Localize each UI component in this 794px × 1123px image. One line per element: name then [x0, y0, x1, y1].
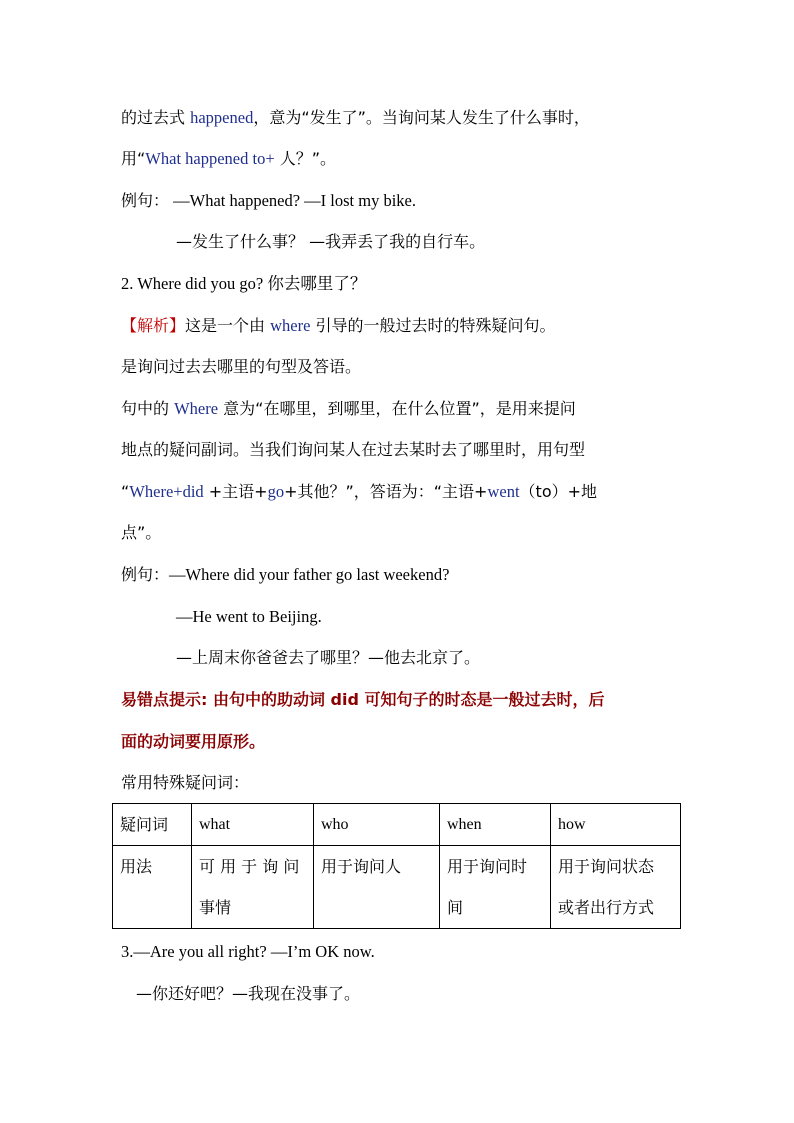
- keyword-happened: happened: [190, 108, 254, 127]
- pattern-what-happened: What happened to+: [145, 149, 275, 168]
- table-cell: [440, 846, 551, 929]
- para1-line2: [121, 148, 336, 170]
- item3-zh: —你还好吧？—我现在没事了。: [136, 984, 361, 1003]
- keyword-go: go: [267, 482, 285, 501]
- text: （to）+地: [519, 482, 598, 501]
- example2-q: —Where did your father go last weekend?: [169, 565, 450, 584]
- table-cell: [192, 846, 314, 929]
- example-label: 例句：: [121, 191, 170, 210]
- cell-line: 事情: [199, 898, 232, 917]
- table-header-cell: when: [440, 804, 551, 846]
- example-label: 例句：: [121, 565, 170, 584]
- tip-line1: 易错点提示: 由句中的助动词 did 可知句子的时态是一般过去时，后: [121, 690, 605, 709]
- text: 这是一个由: [185, 316, 271, 335]
- analysis-bracket: 【解析】: [121, 316, 186, 335]
- item2-analysis-line2: 是询问过去去哪里的句型及答语。: [121, 357, 362, 376]
- keyword-where: where: [270, 316, 311, 335]
- item2-analysis-line3: [121, 398, 576, 420]
- keyword-went: went: [487, 482, 520, 501]
- text: 人？”。: [274, 149, 337, 168]
- example2-line: [121, 564, 449, 586]
- text: 的过去式: [121, 108, 191, 127]
- cell-line: 用于询问时: [447, 857, 528, 876]
- table-header-cell: how: [551, 804, 681, 846]
- example2-zh: —上周末你爸爸去了哪里？—他去北京了。: [176, 648, 481, 667]
- text: “: [121, 482, 130, 501]
- cell-line: 用于询问状态: [558, 857, 655, 876]
- item2-analysis-line4: 地点的疑问副词。当我们询问某人在过去某时去了哪里时，用句型: [121, 440, 586, 459]
- text: 用“: [121, 149, 146, 168]
- item3-en: 3.—Are you all right? —I’m OK now.: [121, 942, 375, 961]
- table-header-row: [113, 804, 681, 846]
- pattern-where-did: Where+did: [129, 482, 204, 501]
- table-usage-label: 用法: [113, 846, 192, 929]
- example1-line: [121, 190, 416, 212]
- example1-en: —What happened? —I lost my bike.: [169, 191, 416, 210]
- text: 引导的一般过去时的特殊疑问句。: [310, 316, 556, 335]
- cell-line: 或者出行方式: [558, 898, 655, 917]
- cell-line: 间: [447, 898, 464, 917]
- text: 意为“在哪里，到哪里，在什么位置”，是用来提问: [218, 399, 576, 418]
- table-usage-row: [113, 846, 681, 929]
- example1-zh: —发生了什么事？ —我弄丢了我的自行车。: [176, 232, 486, 251]
- item2-heading: [121, 273, 366, 295]
- table-header-cell: what: [192, 804, 314, 846]
- text: 句中的: [121, 399, 175, 418]
- text: +其他？”，答语为：“主语+: [284, 482, 488, 501]
- table-cell: [314, 846, 440, 929]
- cell-line: 用于询问人: [321, 857, 402, 876]
- example2-a: —He went to Beijing.: [176, 607, 322, 626]
- tip-line2: 面的动词要用原形。: [121, 732, 266, 751]
- cell-line: 可 用 于 询 问: [199, 857, 300, 876]
- text: +主语+: [203, 482, 268, 501]
- item2-analysis-line1: [121, 315, 556, 337]
- table-title: 常用特殊疑问词：: [121, 773, 250, 792]
- table-cell: [551, 846, 681, 929]
- text: ，意为“发生了”。当询问某人发生了什么事时，: [253, 108, 590, 127]
- question-words-table: [112, 803, 681, 929]
- item2-heading-text: 2. Where did you go? 你去哪里了？: [121, 274, 367, 293]
- keyword-where-cap: Where: [174, 399, 219, 418]
- table-header-cell: who: [314, 804, 440, 846]
- table-header-cell: 疑问词: [113, 804, 192, 846]
- item2-analysis-line5: [121, 481, 597, 503]
- para1-line1: [121, 107, 590, 129]
- item2-analysis-line6: 点”。: [121, 523, 162, 542]
